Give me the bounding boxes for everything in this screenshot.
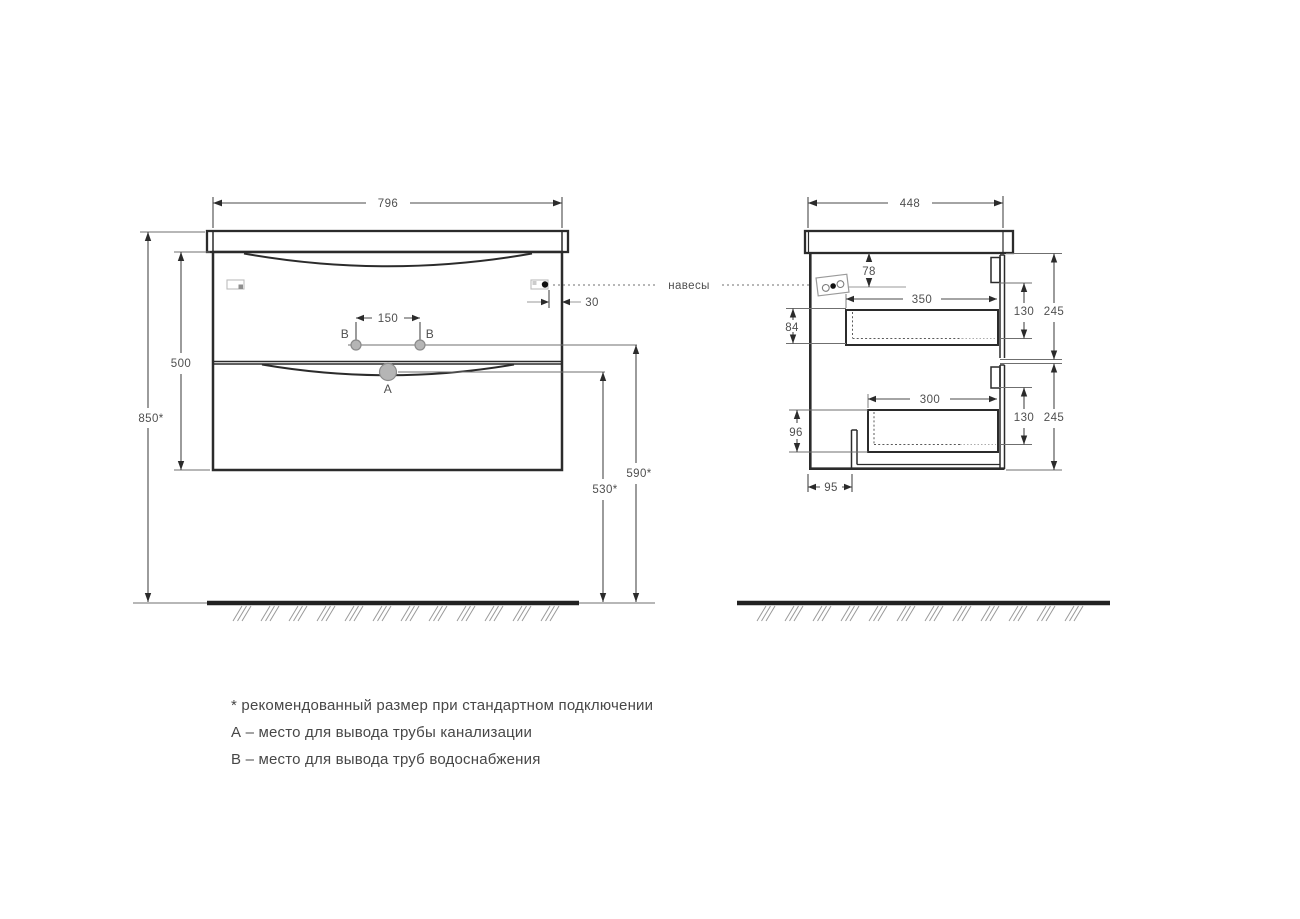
dim-top-drawer-depth-label: 350 xyxy=(911,294,933,306)
drawing-notes xyxy=(231,692,653,773)
note-a: А – место для вывода трубы канализации xyxy=(231,724,533,741)
handle-groove-top xyxy=(991,258,1000,283)
dim-mount-height xyxy=(138,232,205,602)
dim-bottom-clearance xyxy=(789,410,868,452)
pipe-recess-lip xyxy=(852,430,858,468)
dim-water-height-label: 590* xyxy=(626,468,652,480)
handle-groove-bottom xyxy=(991,367,1000,388)
dim-body-height-label: 500 xyxy=(170,358,192,370)
dim-body-height xyxy=(171,252,210,470)
dim-depth-label: 448 xyxy=(899,198,921,210)
dim-bottom-drawer-depth-label: 300 xyxy=(919,394,941,406)
dim-top-clearance-label: 84 xyxy=(785,322,799,334)
dim-front-width xyxy=(213,197,562,228)
dim-depth xyxy=(808,196,1003,228)
label-b-left: B xyxy=(340,327,350,341)
label-b-right: B xyxy=(425,327,435,341)
hanger-connector-label: навесы xyxy=(668,280,710,292)
dim-outlet-spacing-label: 150 xyxy=(377,313,399,325)
front-countertop xyxy=(207,231,568,252)
dim-bottom-front-height-label: 245 xyxy=(1043,412,1065,424)
side-countertop xyxy=(805,231,1013,253)
hanger-icon-right xyxy=(531,280,548,289)
dim-front-width-label: 796 xyxy=(377,198,399,210)
dim-hanger-drop xyxy=(862,253,876,287)
dim-mount-height-label: 850* xyxy=(138,413,164,425)
floor-hatch-front xyxy=(233,606,559,621)
hanger-bracket xyxy=(816,274,849,296)
floor-hatch-side xyxy=(757,606,1083,621)
dim-top-drawer-depth xyxy=(846,294,997,308)
drain-outlet xyxy=(380,364,397,381)
dim-back-recess-label: 95 xyxy=(824,482,838,494)
hanger-icon-left xyxy=(227,280,244,289)
water-outlet-right xyxy=(415,340,425,350)
dim-top-clearance xyxy=(785,309,846,344)
note-asterisk: * рекомендованный размер при стандартном подключении xyxy=(231,697,654,714)
hanger-connector xyxy=(553,280,810,292)
dim-back-recess xyxy=(808,474,852,494)
dim-bottom-drawer-depth xyxy=(868,394,997,408)
bottom-drawer-box xyxy=(868,410,998,452)
dim-hanger-inset-label: 30 xyxy=(585,297,599,309)
label-a: A xyxy=(383,382,393,396)
dim-bottom-clearance-label: 96 xyxy=(789,427,803,439)
front-view xyxy=(133,197,655,621)
top-drawer-box xyxy=(846,310,998,345)
dim-drain-height xyxy=(592,372,617,602)
hanger-point-dot xyxy=(542,281,548,287)
dim-bottom-drawer-inner-label: 130 xyxy=(1013,412,1035,424)
side-view xyxy=(737,196,1110,621)
dim-top-front-height-label: 245 xyxy=(1043,306,1065,318)
water-outlet-left xyxy=(351,340,361,350)
note-b: В – место для вывода труб водоснабжения xyxy=(231,751,541,768)
dim-water-height xyxy=(626,345,651,602)
dim-hanger-drop-label: 78 xyxy=(862,266,876,278)
dim-drain-height-label: 530* xyxy=(592,484,618,496)
dim-top-drawer-inner-label: 130 xyxy=(1013,306,1035,318)
